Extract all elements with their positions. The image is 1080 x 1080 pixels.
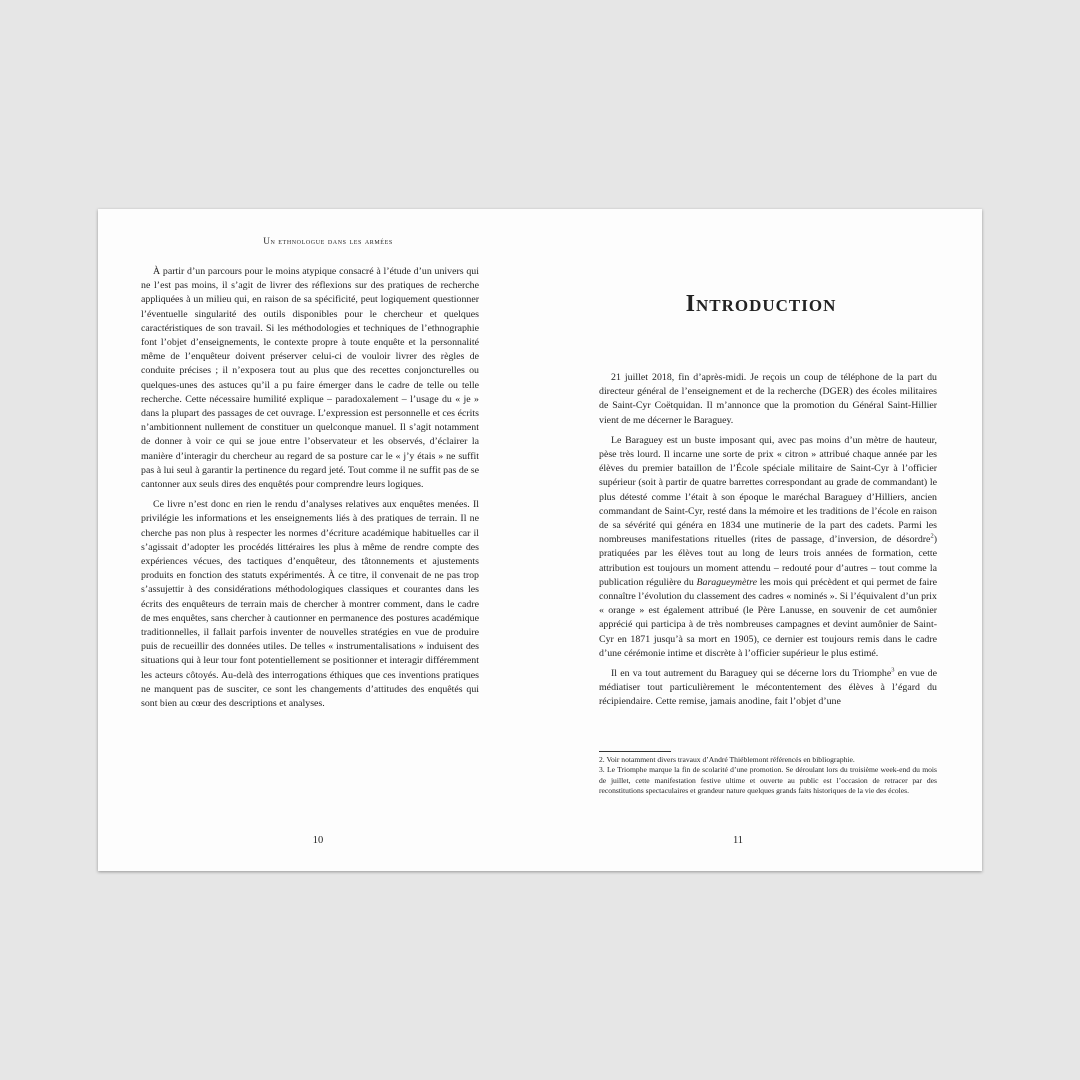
page-number: 11 [732, 835, 744, 846]
paragraph: À partir d’un parcours pour le moins atypique consacré à l’étude d’un univers qui ne l’est pas moins, il s’agit de livrer des réflexions sur des pratiques de recherche appliquées à un milieu qui, en raison de sa spécificité, peut logiquement questionner l’éventuelle singularité des outils disponibles pour le chercheur et quelques caractéristiques de son travail. Si les méthodologies et techniques de l’ethnographie font l’objet d’enseignements, le contexte propre à toute enquête et la personnalité même de l’enquêteur doivent préserver celui-ci de vouloir livrer des règles de conduite précises ; il n’exposera tout au plus que des recettes conjoncturelles ou quelques-unes des astuces qu’il a pu faire émerger dans le cadre de telle ou telle recherche. Cette nécessaire humilité explique – paradoxalement – l’usage du « je » dans la plupart des passages de cet ouvrage. L’expression est personnelle et ces écrits n’ambitionnent nullement de constituer un quelconque manuel. Il s’agit notamment de donner à voir ce qui se joue entre l’observateur et les observés, d’éclairer la manière d’interagir du chercheur au regard de sa posture car le « j’y étais » ne suffit pas à lui seul à garantir la pertinence du regard jeté. Tout comme il ne suffit pas de se cantonner aux seuls dires des enquêtés pour comprendre leurs logiques. [141, 266, 479, 491]
paragraph-text: en vue de médiatiser tout particulièrement le mécontentement des élèves à l’égard du récipiendaire. Cette remise, jamais anodine, fait l’objet d’une [599, 668, 937, 708]
paragraph: 21 juillet 2018, fin d’après-midi. Je reçois un coup de téléphone de la part du directeur général de l’enseignement et de la recherche (DGER) des écoles militaires de Saint-Cyr Coëtquidan. Il m’annonce que la promotion du Général Saint-Hillier vient de me décerner le Baraguey. [599, 372, 937, 426]
footnote-2: 2. Voir notamment divers travaux d’André Thiéblemont référencés en bibliographie. [599, 755, 855, 764]
chapter-title: Introduction [685, 291, 837, 317]
left-body-text [141, 265, 479, 717]
footnote-ref: 2 [930, 532, 934, 540]
footnote-ref: 3 [891, 666, 895, 674]
right-body-text [599, 371, 937, 716]
footnote-divider [599, 751, 671, 752]
paragraph: Ce livre n’est donc en rien le rendu d’analyses relatives aux enquêtes menées. Il privilégie les informations et les enseignements liés à des pratiques de terrain. Il ne cherche pas non plus à respecter les normes d’écriture académique habituelles car il s’agissait d’adopter les procédés littéraires les plus à même de rendre compte des expériences vécues, des tactiques d’enquêteur, des tâtonnements et ajustements produits en fonction des statuts expérimentés. À ce titre, il convenait de ne pas trop s’assujettir à des considérations méthodologiques classiques et courantes dans les écrits des enquêteurs de terrain mais de chercher à montrer comment, dans le cadre de mes enquêtes, sans chercher à cautionner en permanence des postures académique traditionnelles, il fallait parfois inventer de nouvelles stratégies en vue de produire puis de recueillir des données utiles. De telles « instrumentalisations » induisent des situations qui à leur tour font potentiellement se positionner et interagir différemment les acteurs côtoyés. Au-delà des interrogations éthiques que ces inventions pratiques ne manquent pas de susciter, ce sont les changements d’attitudes des enquêtés qui sont bien au cœur des descriptions et analyses. [141, 499, 479, 710]
running-head: Un ethnologue dans les armées [263, 236, 393, 246]
paragraph [599, 667, 937, 710]
right-page [540, 209, 982, 871]
paragraph-text: Le Baraguey est un buste imposant qui, avec pas moins d’un mètre de hauteur, pèse très lourd. Il incarne une sorte de prix « citron » attribué chaque année par les élèves du premier bataillon de l’École spéciale militaire de Saint-Cyr à l’officier supérieur (soit à partir de quatre barrettes correspondant au grade de commandant) le plus détesté comme l’était à son époque le maréchal Baraguey d’Hilliers, ancien commandant de Saint-Cyr, resté dans la mémoire et les traditions de l’école en raison de sa sévérité qui généra en 1834 une mutinerie de la part des cadets. Parmi les nombreuses manifestations rituelles (rites de passage, d’inversion, de désordre [599, 434, 937, 546]
left-page [98, 209, 540, 871]
book-spread [98, 209, 982, 871]
page-number: 10 [312, 835, 324, 846]
paragraph [599, 434, 937, 661]
italic-term: Baragueymètre [696, 576, 757, 588]
footnotes [599, 755, 937, 796]
paragraph-text: ) pratiquées par les élèves tout au long de leurs trois années de formation, cette attribution est toujours un moment attendu – redouté pour d’autres – tout comme la publication régulière du [599, 534, 937, 588]
paragraph-text: Il en va tout autrement du Baraguey qui se décerne lors du Triomphe [611, 668, 892, 680]
paragraph-text: les mois qui précèdent et qui permet de faire connaître l’évolution du classement des cadres « nominés ». Si l’équivalent d’un prix « orange » est également attribué (le Père Lanusse, en souvenir de cet aumônier apprécié qui participa à de très nombreuses campagnes et devint aumônier de Saint-Cyr en 1871 jusqu’à sa mort en 1905), ce dernier est toujours remis dans le cadre d’une cérémonie intime et discrète à l’officier supérieur le plus estimé. [599, 576, 937, 659]
footnote-3: 3. Le Triomphe marque la fin de scolarité d’une promotion. Se déroulant lors du troisième week-end du mois de juillet, cette manifestation festive ultime et ouverte au public est l’occasion de retracer par des reconstitutions spectaculaires et grandeur nature quelques grands faits historiques de la vie des écoles. [599, 765, 937, 795]
